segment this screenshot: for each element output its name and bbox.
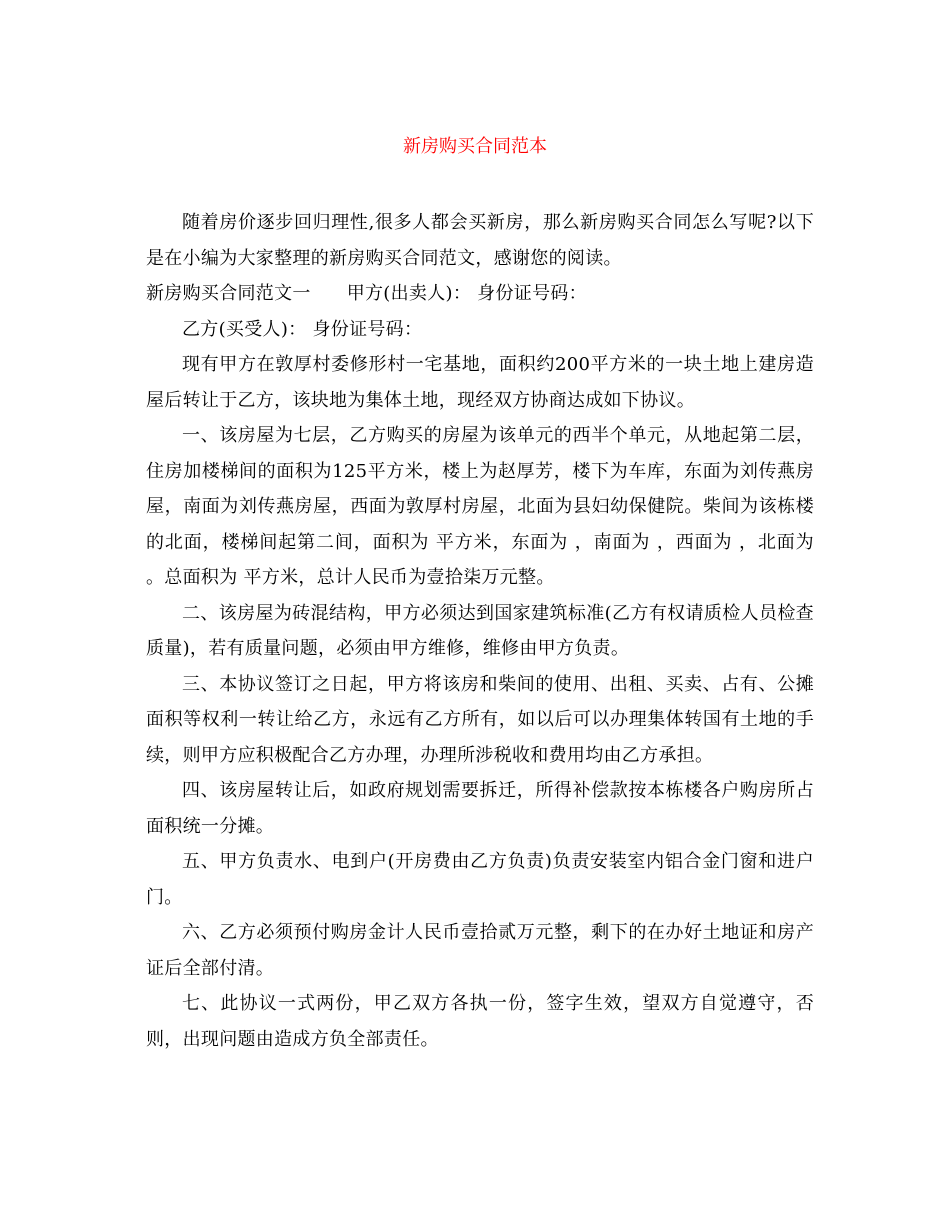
clause-4: 四、该房屋转让后，如政府规划需要拆迁，所得补偿款按本栋楼各户购房所占面积统一分摊。 — [146, 780, 814, 837]
clause-3: 三、本协议签订之日起，甲方将该房和柴间的使用、出租、买卖、占有、公摊面积等权利一转让给乙方，永远有乙方所有，如以后可以办理集体转国有土地的手续，则甲方应积极配合乙方办理，办理所涉税收和费用均由乙方承担。 — [146, 673, 814, 766]
party-a-line: 甲方(出卖人)： 身份证号码： — [346, 283, 587, 304]
preamble-paragraph: 现有甲方在敦厚村委修形村一宅基地，面积约200平方米的一块土地上建房造屋后转让于乙方，该块地为集体土地，现经双方协商达成如下协议。 — [146, 354, 814, 411]
clause-2: 二、该房屋为砖混结构，甲方必须达到国家建筑标准(乙方有权请质检人员检查质量)，若有质量问题，必须由甲方维修，维修由甲方负责。 — [146, 602, 814, 659]
document-body — [146, 205, 814, 1057]
intro-paragraph: 随着房价逐步回归理性,很多人都会买新房，那么新房购买合同怎么写呢?以下是在小编为大家整理的新房购买合同范文，感谢您的阅读。 — [146, 212, 814, 269]
document-title: 新房购买合同范本 — [403, 136, 547, 157]
clause-1: 一、该房屋为七层，乙方购买的房屋为该单元的西半个单元，从地起第二层，住房加楼梯间的面积为125平方米，楼上为赵厚芳，楼下为车库，东面为刘传燕房屋，南面为刘传燕房屋，西面为敦厚村房屋，北面为县妇幼保健院。柴间为该栋楼的北面，楼梯间起第二间，面积为 平方米，东面为 ，南面为 ，西面为 ，北面为 。总面积为 平方米，总计人民币为壹拾柒万元整。 — [146, 425, 814, 588]
clause-6: 六、乙方必须预付购房金计人民币壹拾贰万元整，剩下的在办好土地证和房产证后全部付清。 — [146, 922, 814, 979]
sample-heading: 新房购买合同范文一 — [146, 283, 311, 304]
clause-7: 七、此协议一式两份，甲乙双方各执一份，签字生效，望双方自觉遵守，否则，出现问题由造成方负全部责任。 — [146, 993, 814, 1050]
party-b-line: 乙方(买受人)： 身份证号码： — [182, 318, 423, 340]
sample-heading-line — [146, 276, 814, 312]
clause-5: 五、甲方负责水、电到户(开房费由乙方负责)负责安装室内铝合金门窗和进户门。 — [146, 851, 814, 908]
